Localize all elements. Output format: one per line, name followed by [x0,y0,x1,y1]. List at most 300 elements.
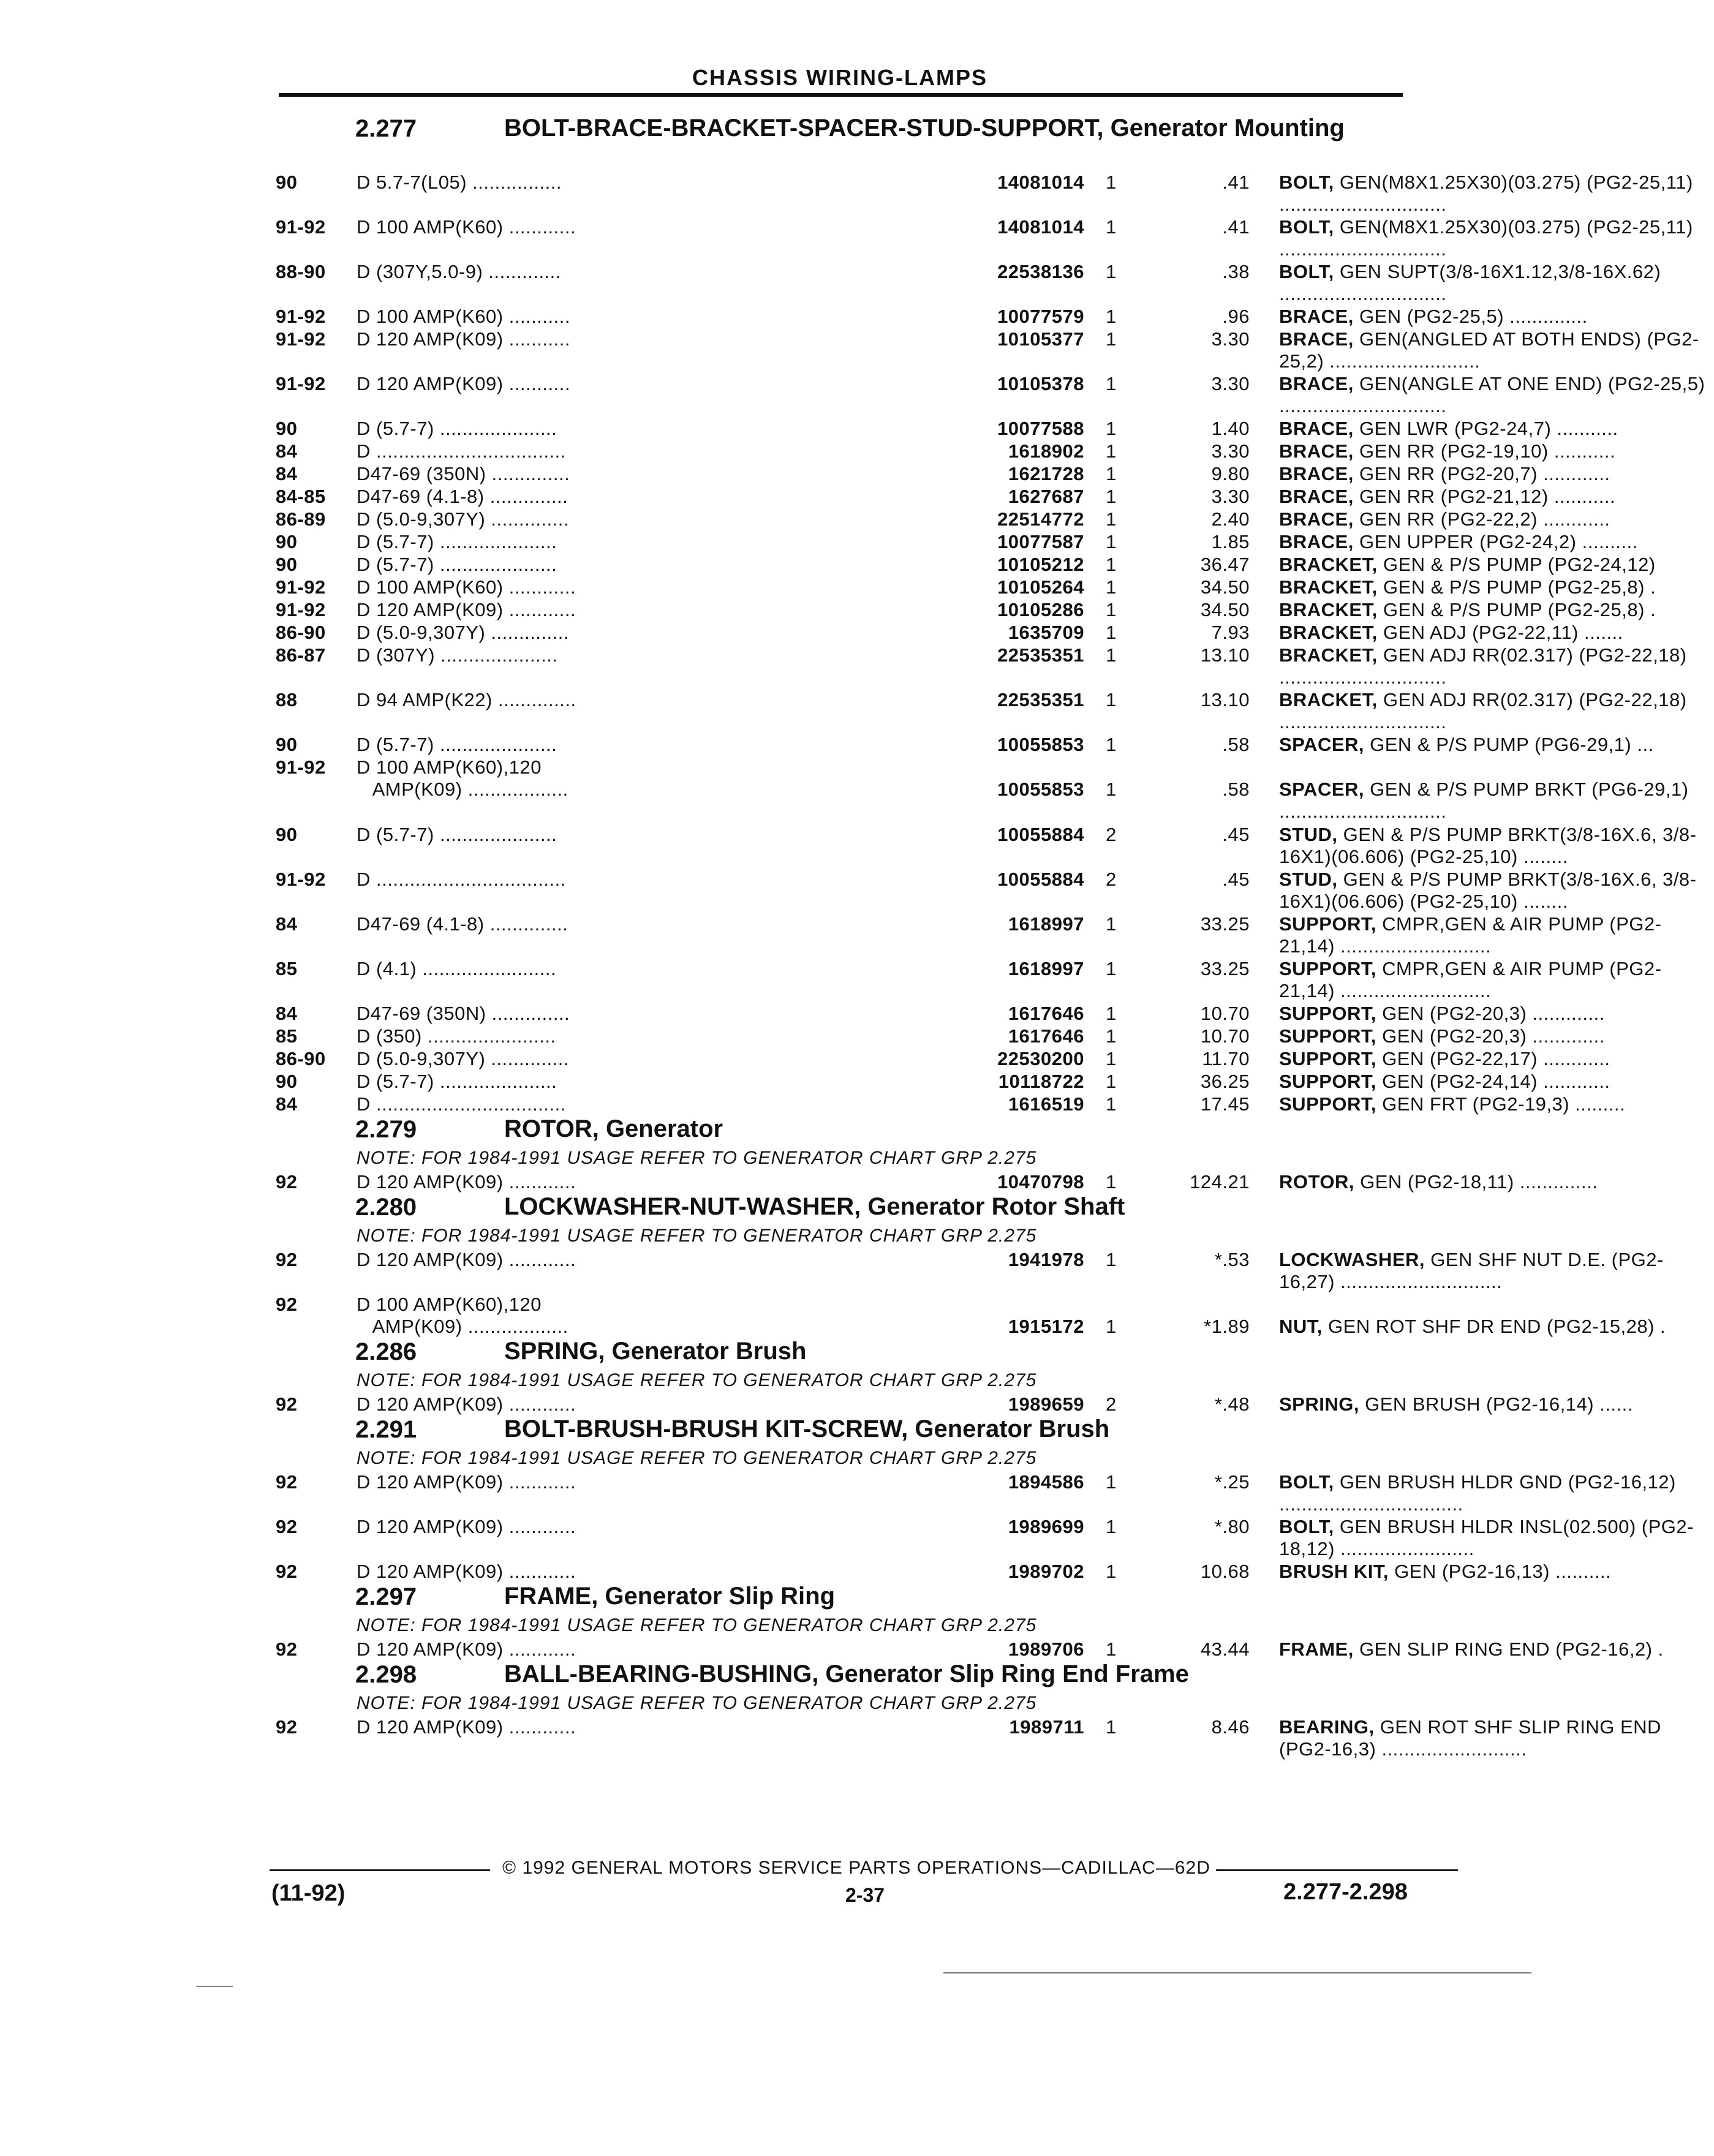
price: 124.21 [1190,1171,1250,1193]
application-description: D 120 AMP(K09) ........... [357,328,570,350]
section-heading [276,1338,1446,1370]
part-name-keyword: BRACE, [1279,486,1354,507]
part-name-detail: GEN ADJ (PG2-22,11) ....... [1377,622,1623,643]
part-name-detail: GEN ROT SHF DR END (PG2-15,28) . [1322,1316,1666,1337]
part-name-keyword: BRACKET, [1279,554,1378,575]
section-note: NOTE: FOR 1984-1991 USAGE REFER TO GENERATOR CHART GRP 2.275 [357,1448,1037,1468]
quantity: 1 [1106,508,1117,530]
application-description: D 100 AMP(K60),120 AMP(K09) .................. [357,756,568,800]
price: 10.70 [1200,1003,1250,1024]
part-name-detail: GEN SUPT(3/8-16X1.12,3/8-16X.62) .............................. [1279,261,1661,304]
part-number: 1618902 [1008,440,1084,462]
part-number: 10118722 [998,1071,1084,1092]
part-number: 1941978 [1008,1249,1084,1270]
part-name [1279,1093,1714,1115]
model-year: 92 [276,1638,298,1660]
quantity: 1 [1106,1171,1117,1193]
part-name-detail: GEN (PG2-18,11) .............. [1354,1171,1598,1193]
section-note: NOTE: FOR 1984-1991 USAGE REFER TO GENERATOR CHART GRP 2.275 [357,1148,1037,1168]
part-name-detail: GEN UPPER (PG2-24,2) .......... [1353,531,1638,552]
quantity: 1 [1106,531,1117,552]
part-row [276,1093,1626,1116]
quantity: 1 [1106,1071,1117,1092]
quantity: 1 [1106,1025,1117,1047]
part-name-keyword: BRACKET, [1279,644,1378,666]
price: 10.70 [1200,1025,1250,1047]
quantity: 1 [1106,373,1117,394]
price: .96 [1222,306,1250,327]
part-row [276,306,1588,328]
application-description: D (5.7-7) ..................... [357,1071,557,1092]
parts-listing [276,115,1705,1761]
part-row [276,1171,1598,1194]
model-year: 91-92 [276,599,326,620]
application-description: D47-69 (350N) .............. [357,1003,570,1024]
part-name [1279,306,1714,328]
model-year: 92 [276,1249,298,1270]
quantity: 1 [1106,778,1117,800]
application-description: D 100 AMP(K60),120 AMP(K09) .................. [357,1294,568,1337]
part-name [1279,644,1714,688]
model-year: 88-90 [276,261,326,282]
application-description: D 120 AMP(K09) ............ [357,1516,576,1537]
part-name-keyword: BRACE, [1279,373,1354,394]
part-name-keyword: BOLT, [1279,1471,1334,1493]
part-name [1279,1638,1714,1660]
part-name-keyword: SUPPORT, [1279,1003,1377,1024]
part-number: 1621728 [1008,463,1084,484]
price: *.80 [1214,1516,1250,1537]
footer-rule-right [1216,1869,1458,1871]
part-row [276,1071,1610,1093]
part-row [276,463,1610,486]
price: 36.25 [1200,1071,1250,1092]
section-number: 2.297 [355,1583,417,1610]
part-row [276,1716,1661,1761]
quantity: 1 [1106,306,1117,327]
application-description: D 120 AMP(K09) ............ [357,1716,576,1738]
part-name-keyword: SUPPORT, [1279,913,1377,935]
part-row [276,1294,1666,1338]
part-number: 10470798 [997,1171,1084,1193]
model-year: 84 [276,1003,298,1024]
quantity: 2 [1106,824,1117,845]
section-title: BOLT-BRACE-BRACKET-SPACER-STUD-SUPPORT, Generator Mounting [504,115,1345,141]
application-description: D 120 AMP(K09) ............ [357,1638,576,1660]
part-name [1279,689,1714,733]
part-row [276,958,1662,1003]
scan-artifact-mark [196,1986,233,1987]
part-name-detail: CMPR,GEN & AIR PUMP (PG2-21,14) ........................... [1279,913,1662,957]
model-year: 84 [276,913,298,935]
part-row [276,1003,1605,1025]
application-description: D (5.0-9,307Y) .............. [357,622,570,643]
model-year: 91-92 [276,328,326,350]
part-number: 10055853 [997,734,1084,755]
part-number: 1617646 [1008,1003,1084,1024]
part-name [1279,734,1714,756]
part-number: 10105286 [997,599,1084,620]
part-name [1279,261,1714,305]
part-name-detail: GEN(ANGLE AT ONE END) (PG2-25,5) .............................. [1279,373,1705,417]
part-name-detail: GEN FRT (PG2-19,3) ......... [1376,1093,1626,1115]
part-number: 10105212 [997,554,1084,575]
application-description: D (4.1) ........................ [357,958,557,979]
part-name [1279,531,1714,553]
part-name-keyword: BOLT, [1279,1516,1334,1537]
part-name-keyword: FRAME, [1279,1638,1354,1660]
part-name [1279,1716,1714,1760]
part-name-detail: GEN RR (PG2-19,10) ........... [1353,440,1616,462]
section-number: 2.291 [355,1416,417,1443]
application-description: D (307Y) ..................... [357,644,558,666]
part-row [276,261,1661,306]
model-year: 90 [276,554,298,575]
quantity: 2 [1106,1393,1117,1415]
quantity: 1 [1106,1471,1117,1493]
part-name [1279,463,1714,485]
part-row [276,328,1699,373]
section-heading [276,1583,1446,1615]
application-description: D (350) ....................... [357,1025,556,1047]
section-number: 2.277 [355,115,417,142]
quantity: 1 [1106,328,1117,350]
part-name [1279,373,1714,417]
part-number: 14081014 [997,172,1084,193]
price: 3.30 [1211,486,1250,507]
part-name-detail: CMPR,GEN & AIR PUMP (PG2-21,14) ........................... [1279,958,1662,1001]
part-name-detail: GEN RR (PG2-21,12) ........... [1353,486,1616,507]
part-name-detail: GEN BRUSH (PG2-16,14) ...... [1359,1393,1633,1415]
part-name [1279,599,1714,621]
part-name-keyword: BRACE, [1279,328,1354,350]
quantity: 1 [1106,1316,1117,1337]
model-year: 91-92 [276,373,326,394]
part-row [276,508,1610,531]
price: 43.44 [1200,1638,1250,1660]
section-note: NOTE: FOR 1984-1991 USAGE REFER TO GENERATOR CHART GRP 2.275 [357,1370,1037,1390]
part-name [1279,1171,1714,1193]
part-name [1279,1516,1714,1560]
part-number: 10077579 [997,306,1084,327]
part-row [276,1025,1605,1048]
part-number: 1915172 [1008,1316,1084,1337]
part-name [1279,486,1714,508]
section-heading [276,1661,1446,1693]
application-description: D 120 AMP(K09) ............ [357,1249,576,1270]
part-number: 10077588 [997,418,1084,439]
part-number: 10055884 [997,869,1084,890]
model-year: 91-92 [276,869,326,890]
part-row [276,418,1618,440]
part-name-detail: GEN (PG2-25,5) .............. [1353,306,1588,327]
part-name-detail: GEN (PG2-20,3) ............. [1376,1003,1605,1024]
application-description: D (5.7-7) ..................... [357,554,557,575]
part-name [1279,418,1714,440]
price: *1.89 [1204,1316,1250,1337]
application-description: D (307Y,5.0-9) ............. [357,261,561,282]
part-name [1279,172,1714,216]
part-name [1279,1071,1714,1093]
price: .45 [1222,869,1250,890]
part-name [1279,778,1714,823]
part-name [1279,328,1714,372]
part-name-keyword: SUPPORT, [1279,1048,1377,1069]
quantity: 1 [1106,689,1117,710]
model-year: 90 [276,172,298,193]
section-title: ROTOR, Generator [504,1115,723,1142]
part-name [1279,216,1714,260]
footer-group-range: 2.277-2.298 [1283,1879,1408,1905]
part-number: 1894586 [1008,1471,1084,1493]
model-year: 90 [276,531,298,552]
page-title: CHASSIS WIRING-LAMPS [692,65,988,90]
part-name [1279,824,1714,868]
section-title: FRAME, Generator Slip Ring [504,1583,836,1610]
part-number: 10055884 [997,824,1084,845]
price: *.48 [1214,1393,1250,1415]
part-name [1279,622,1714,644]
part-name-keyword: BOLT, [1279,172,1334,193]
quantity: 1 [1106,418,1117,439]
section-title: BALL-BEARING-BUSHING, Generator Slip Ring End Frame [504,1660,1189,1687]
part-row [276,869,1697,913]
part-name-detail: GEN & P/S PUMP (PG2-25,8) . [1377,599,1656,620]
part-name-detail: GEN & P/S PUMP BRKT (PG6-29,1) .............................. [1279,778,1689,822]
part-number: 1989706 [1008,1638,1084,1660]
part-name-keyword: SPRING, [1279,1393,1359,1415]
section-note: NOTE: FOR 1984-1991 USAGE REFER TO GENERATOR CHART GRP 2.275 [357,1226,1037,1246]
part-name-keyword: SUPPORT, [1279,1071,1377,1092]
price: 2.40 [1211,508,1250,530]
quantity: 1 [1106,644,1117,666]
price: 33.25 [1200,958,1250,979]
part-name-keyword: BOLT, [1279,261,1334,282]
part-row [276,486,1616,508]
part-number: 1989659 [1008,1393,1084,1415]
application-description: D 120 AMP(K09) ............ [357,1393,576,1415]
section-title: BOLT-BRUSH-BRUSH KIT-SCREW, Generator Brush [504,1415,1110,1442]
part-row [276,824,1697,869]
part-name-detail: GEN & P/S PUMP (PG2-24,12) [1377,554,1656,575]
part-name-detail: GEN (PG2-16,13) .......... [1388,1561,1612,1582]
quantity: 1 [1106,622,1117,643]
quantity: 1 [1106,216,1117,238]
part-name-detail: GEN & P/S PUMP BRKT(3/8-16X.6, 3/8-16X1)(06.606) (PG2-25,10) ........ [1279,869,1697,912]
part-name-keyword: SPACER, [1279,778,1365,800]
quantity: 1 [1106,1716,1117,1738]
part-name-detail: GEN RR (PG2-20,7) ............ [1353,463,1610,484]
model-year: 86-90 [276,622,326,643]
part-number: 1627687 [1008,486,1084,507]
part-row [276,913,1662,958]
footer-copyright: © 1992 GENERAL MOTORS SERVICE PARTS OPERATIONS—CADILLAC—62D [502,1858,1210,1878]
price: 7.93 [1211,622,1250,643]
part-name [1279,508,1714,530]
price: 17.45 [1200,1093,1250,1115]
footer-page-number: 2-37 [845,1884,885,1906]
part-name-keyword: SUPPORT, [1279,958,1377,979]
part-name-keyword: BOLT, [1279,216,1334,238]
price: 33.25 [1200,913,1250,935]
price: .58 [1222,778,1250,800]
model-year: 91-92 [276,216,326,238]
model-year: 85 [276,1025,298,1047]
application-description: D 5.7-7(L05) ................ [357,172,562,193]
part-name-detail: GEN ADJ RR(02.317) (PG2-22,18) .............................. [1279,689,1687,733]
part-name [1279,440,1714,462]
application-description: D (5.7-7) ..................... [357,531,557,552]
part-number: 10105377 [997,328,1084,350]
part-name-detail: GEN BRUSH HLDR GND (PG2-16,12) ................................. [1279,1471,1676,1515]
part-name-detail: GEN (PG2-22,17) ............ [1376,1048,1610,1069]
part-number: 1989699 [1008,1516,1084,1537]
model-year: 85 [276,958,298,979]
model-year: 90 [276,734,298,755]
part-number: 22535351 [997,644,1084,666]
part-number: 22538136 [997,261,1084,282]
application-description: D47-69 (4.1-8) .............. [357,486,568,507]
part-row [276,216,1693,261]
quantity: 1 [1106,958,1117,979]
price: 1.85 [1211,531,1250,552]
part-name-keyword: SPACER, [1279,734,1365,755]
model-year: 92 [276,1294,298,1315]
price: 34.50 [1200,576,1250,598]
part-name-detail: GEN ADJ RR(02.317) (PG2-22,18) .............................. [1279,644,1687,688]
price: 13.10 [1200,644,1250,666]
quantity: 1 [1106,172,1117,193]
model-year: 84 [276,440,298,462]
quantity: 1 [1106,554,1117,575]
quantity: 1 [1106,1638,1117,1660]
part-name [1279,554,1714,576]
part-number: 1989702 [1008,1561,1084,1582]
part-row [276,1393,1633,1416]
model-year: 92 [276,1516,298,1537]
section-heading [276,1416,1446,1448]
application-description: D47-69 (4.1-8) .............. [357,913,568,935]
application-description: D 100 AMP(K60) ........... [357,306,570,327]
part-row [276,531,1638,554]
part-name-keyword: BRACKET, [1279,599,1378,620]
quantity: 1 [1106,1561,1117,1582]
part-row [276,1048,1610,1071]
price: .58 [1222,734,1250,755]
application-description: D 120 AMP(K09) ........... [357,373,570,394]
part-row [276,373,1705,418]
part-number: 10077587 [997,531,1084,552]
part-name-keyword: BRACE, [1279,440,1354,462]
application-description: D47-69 (350N) .............. [357,463,570,484]
model-year: 90 [276,1071,298,1092]
part-name-detail: GEN BRUSH HLDR INSL(02.500) (PG2-18,12) ........................ [1279,1516,1694,1559]
application-description: D 120 AMP(K09) ............ [357,1171,576,1193]
part-number: 1618997 [1008,913,1084,935]
quantity: 2 [1106,869,1117,890]
part-row [276,1561,1612,1583]
part-name-keyword: STUD, [1279,869,1338,890]
quantity: 1 [1106,440,1117,462]
part-number: 1989711 [1009,1716,1084,1738]
model-year: 91-92 [276,576,326,598]
model-year: 86-89 [276,508,326,530]
part-name-detail: GEN SLIP RING END (PG2-16,2) . [1353,1638,1664,1660]
part-number: 10105264 [997,576,1084,598]
quantity: 1 [1106,1249,1117,1270]
price: 10.68 [1200,1561,1250,1582]
application-description: D .................................. [357,869,566,890]
footer-date: (11-92) [271,1880,345,1906]
part-name-detail: GEN(M8X1.25X30)(03.275) (PG2-25,11) .............................. [1279,216,1693,260]
price: 36.47 [1200,554,1250,575]
model-year: 88 [276,689,298,710]
part-name-keyword: BRACE, [1279,418,1354,439]
model-year: 90 [276,824,298,845]
part-row [276,576,1656,599]
part-number: 1635709 [1008,622,1084,643]
part-name-keyword: SUPPORT, [1279,1093,1377,1115]
price: .38 [1222,261,1250,282]
part-name-keyword: BRUSH KIT, [1279,1561,1389,1582]
part-name [1279,913,1714,957]
part-name-keyword: LOCKWASHER, [1279,1249,1425,1270]
section-note: NOTE: FOR 1984-1991 USAGE REFER TO GENERATOR CHART GRP 2.275 [357,1693,1037,1713]
model-year: 92 [276,1471,298,1493]
section-note: NOTE: FOR 1984-1991 USAGE REFER TO GENERATOR CHART GRP 2.275 [357,1615,1037,1635]
quantity: 1 [1106,261,1117,282]
part-name-detail: GEN (PG2-20,3) ............. [1376,1025,1605,1047]
price: .45 [1222,824,1250,845]
part-name [1279,869,1714,913]
section-heading [276,1116,1446,1148]
quantity: 1 [1106,1003,1117,1024]
price: 9.80 [1211,463,1250,484]
model-year: 90 [276,418,298,439]
part-name-detail: GEN RR (PG2-22,2) ............ [1353,508,1610,530]
part-name-detail: GEN (PG2-24,14) ............ [1376,1071,1610,1092]
part-number: 1617646 [1008,1025,1084,1047]
part-name-keyword: BEARING, [1279,1716,1375,1738]
part-name-keyword: BRACKET, [1279,576,1378,598]
model-year: 92 [276,1393,298,1415]
application-description: D 100 AMP(K60) ............ [357,216,576,238]
model-year: 84 [276,1093,298,1115]
part-name-detail: GEN LWR (PG2-24,7) ........... [1353,418,1618,439]
quantity: 1 [1106,1048,1117,1069]
quantity: 1 [1106,576,1117,598]
part-number: 10055853 [997,778,1084,800]
header-rule [279,93,1403,97]
part-row [276,644,1687,689]
section-number: 2.298 [355,1661,417,1688]
part-row [276,1471,1676,1516]
part-name-keyword: NUT, [1279,1316,1323,1337]
part-row [276,1249,1664,1294]
part-name-keyword: ROTOR, [1279,1171,1354,1193]
quantity: 1 [1106,734,1117,755]
part-name-keyword: BRACE, [1279,306,1354,327]
part-row [276,599,1656,622]
price: 3.30 [1211,373,1250,394]
application-description: D 120 AMP(K09) ............ [357,1471,576,1493]
part-name-detail: GEN SHF NUT D.E. (PG2-16,27) ............................. [1279,1249,1664,1292]
model-year: 86-87 [276,644,326,666]
part-name-keyword: BRACE, [1279,531,1354,552]
part-name [1279,1561,1714,1583]
part-name-keyword: BRACKET, [1279,622,1378,643]
price: .41 [1222,216,1250,238]
